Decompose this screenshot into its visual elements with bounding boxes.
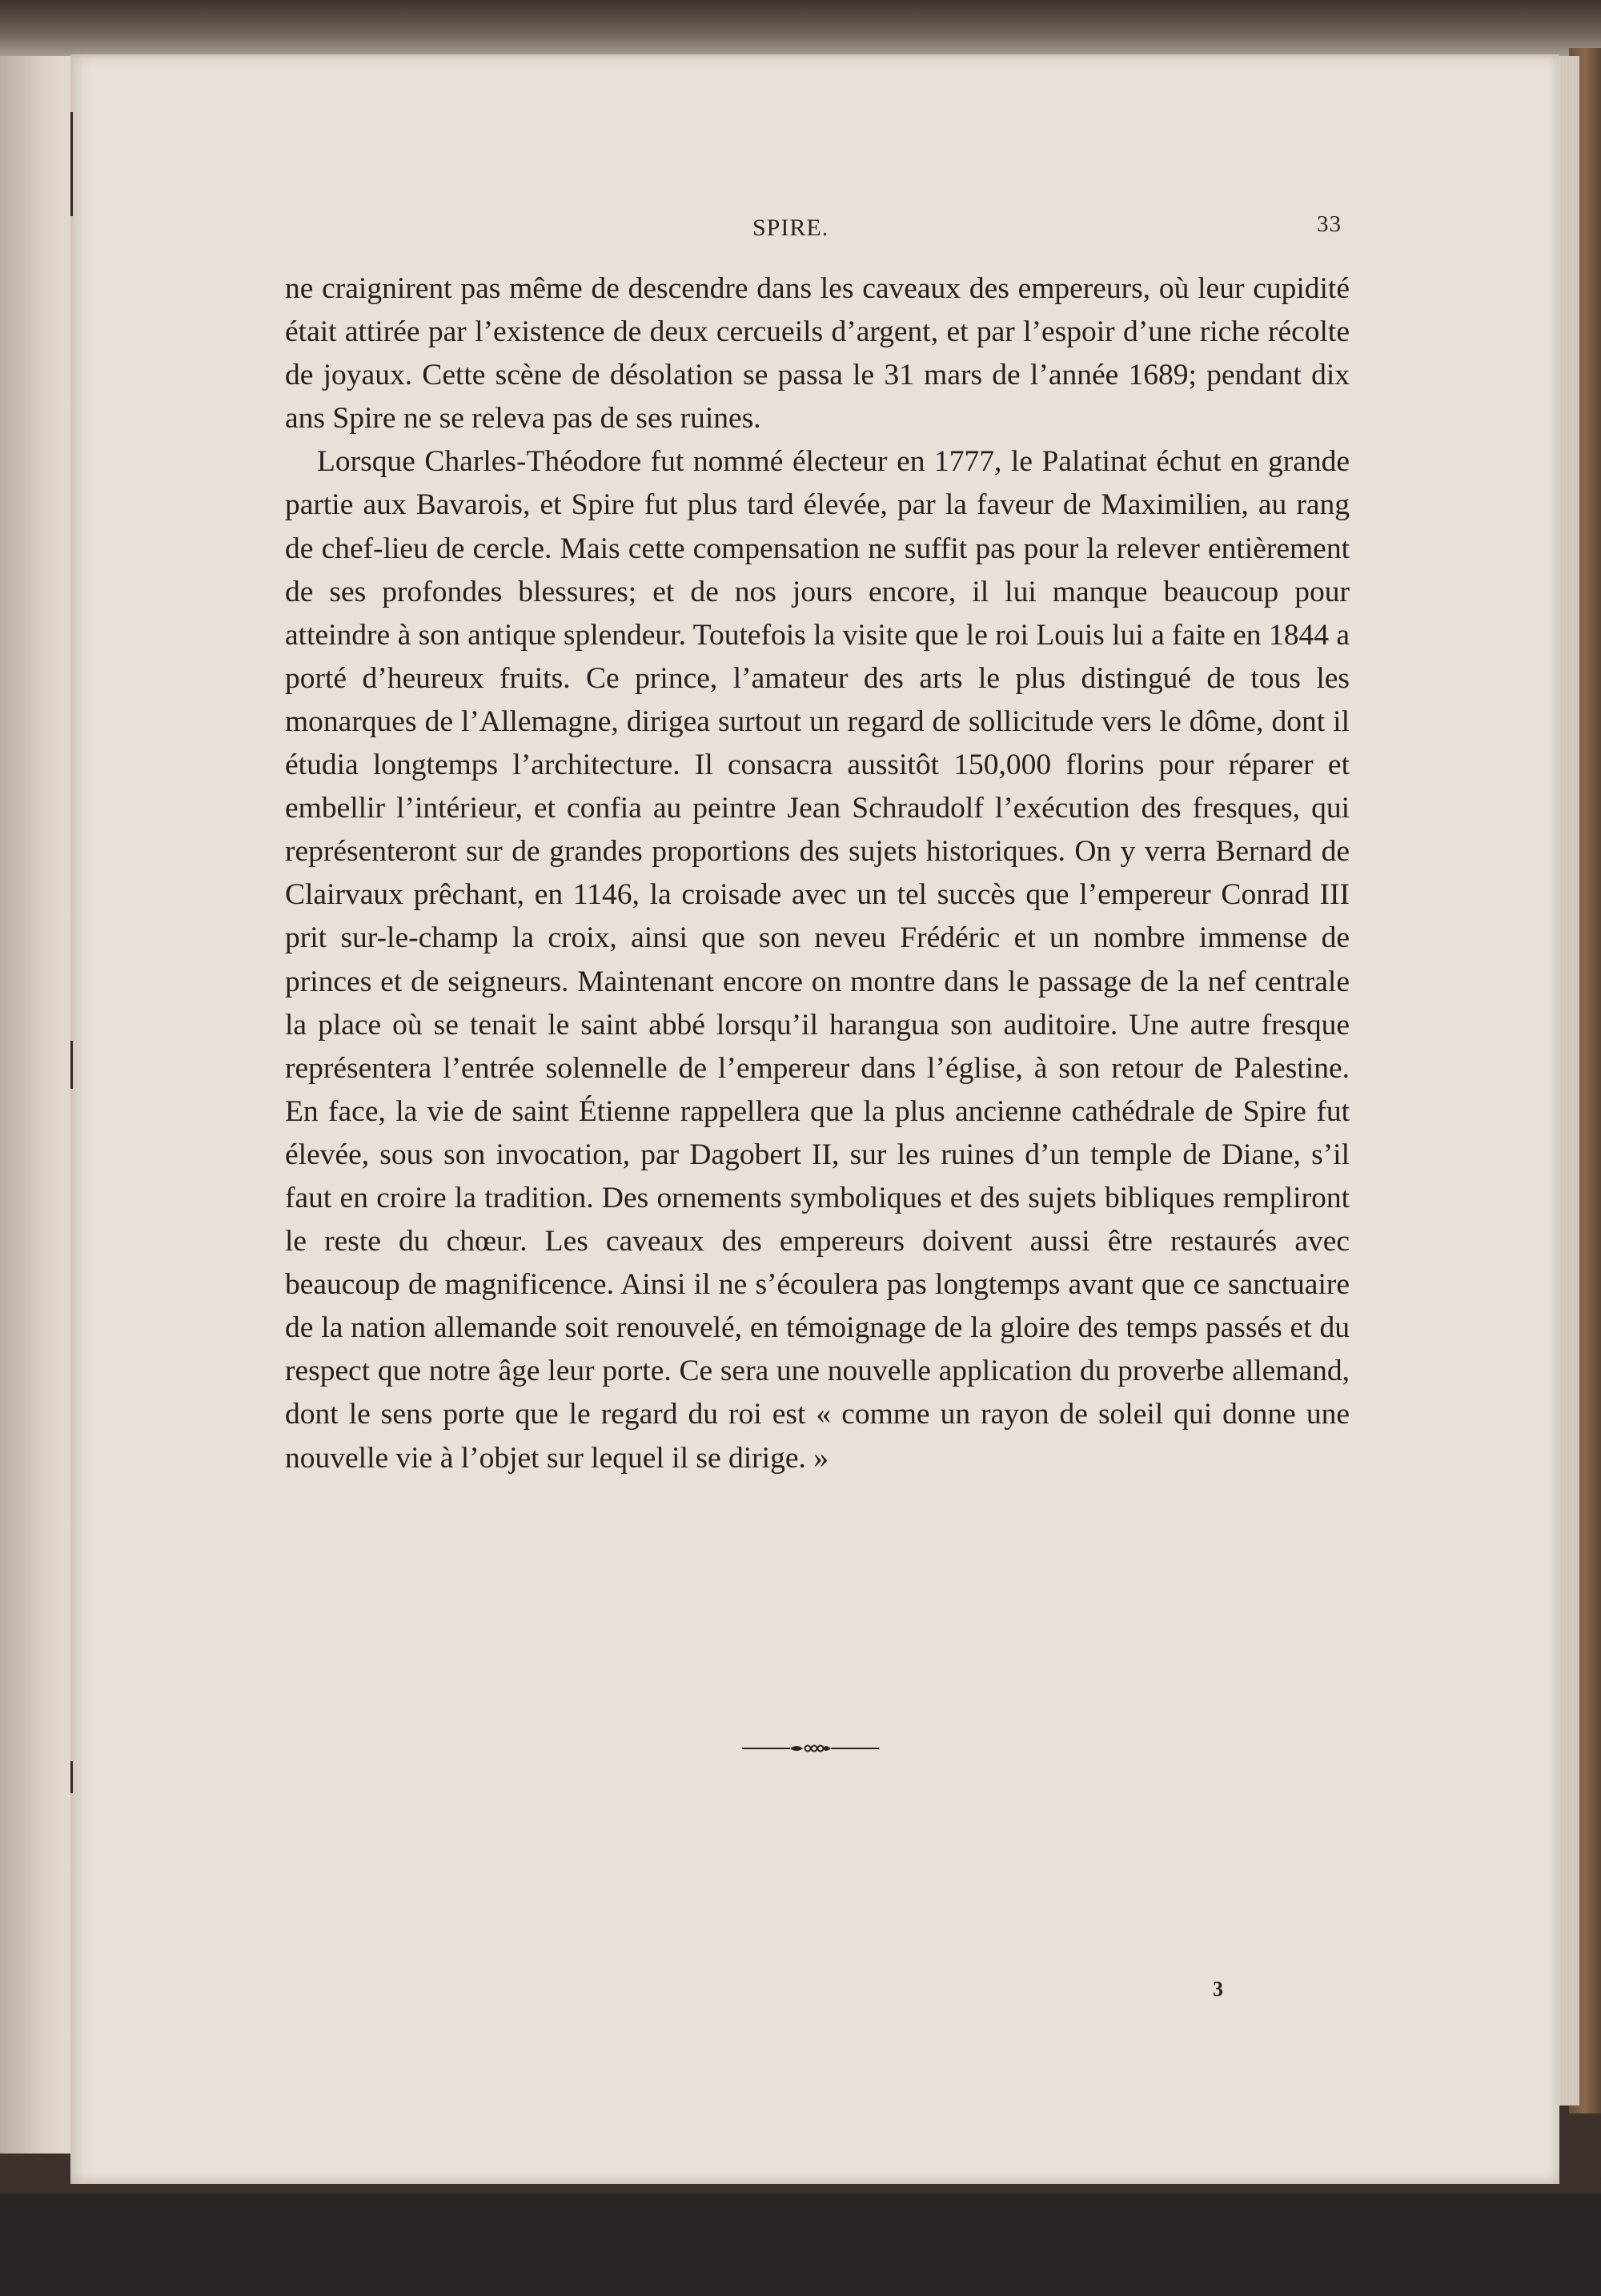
cover-bottom-edge (0, 2194, 1601, 2296)
page-stack-edge (1557, 56, 1579, 2105)
running-title: SPIRE. (752, 215, 829, 241)
cover-top-edge (0, 0, 1601, 56)
margin-mark (70, 1041, 73, 1089)
body-text (285, 267, 1350, 1480)
margin-mark (70, 112, 73, 216)
running-head (0, 211, 1601, 247)
paragraph: Lorsque Charles-Théodore fut nommé électeur en 1777, le Palatinat échut en grande partie aux Bavarois, et Spire fut plus tard élevée, par la faveur de Maximilien, au rang de chef-lieu de cercle. Mais cette compensation ne suffit pas pour la relever entièrement de ses profondes blessures; et de nos jours encore, il lui manque beaucoup pour atteindre à son antique splendeur. Toutefois la visite que le roi Louis lui a faite en 1844 a porté d’heureux fruits. Ce prince, l’amateur des arts le plus distingué de tous les monarques de l’Allemagne, dirigea surtout un regard de sollicitude vers le dôme, dont il étudia longtemps l’architecture. Il consacra aussitôt 150,000 florins pour réparer et embellir l’intérieur, et confia au peintre Jean Schraudolf l’exécution des fresques, qui représenteront sur de grandes proportions des sujets historiques. On y verra Bernard de Clairvaux prêchant, en 1146, la croisade avec un tel succès que l’empereur Conrad III prit sur-le-champ la croix, ainsi que son neveu Frédéric et un nombre immense de princes et de seigneurs. Maintenant encore on montre dans le passage de la nef centrale la place où se tenait le saint abbé lorsqu’il harangua son auditoire. Une autre fresque représentera l’entrée solennelle de l’empereur dans l’église, à son retour de Palestine. En face, la vie de saint Étienne rappellera que la plus ancienne cathédrale de Spire fut élevée, sous son invocation, par Dagobert II, sur les ruines d’un temple de Diane, s’il faut en croire la tradition. Des ornements symboliques et des sujets bibliques rempliront le reste du chœur. Les caveaux des empereurs doivent aussi être restaurés avec beaucoup de magnificence. Ainsi il ne s’écoulera pas longtemps avant que ce sanctuaire de la nation allemande soit renouvelé, en témoignage de la gloire des temps passés et du respect que notre âge leur porte. Ce sera une nouvelle application du proverbe allemand, dont le sens porte que le regard du roi est « comme un rayon de soleil qui donne une nouvelle vie à l’objet sur lequel il se dirige. » (285, 445, 1350, 1475)
page-number: 33 (1317, 211, 1342, 237)
signature-mark: 3 (1213, 1977, 1223, 2001)
margin-mark (70, 1761, 73, 1793)
facing-page-edge (0, 56, 72, 2154)
tailpiece-ornament (740, 1742, 881, 1755)
paragraph: ne craignirent pas même de descendre dans les caveaux des empereurs, où leur cupidité était attirée par l’existence de deux cercueils d’argent, et par l’espoir d’une riche récolte de joyaux. Cette scène de désolation se passa le 31 mars de l’année 1689; pendant dix ans Spire ne se releva pas de ses ruines. (285, 272, 1350, 436)
